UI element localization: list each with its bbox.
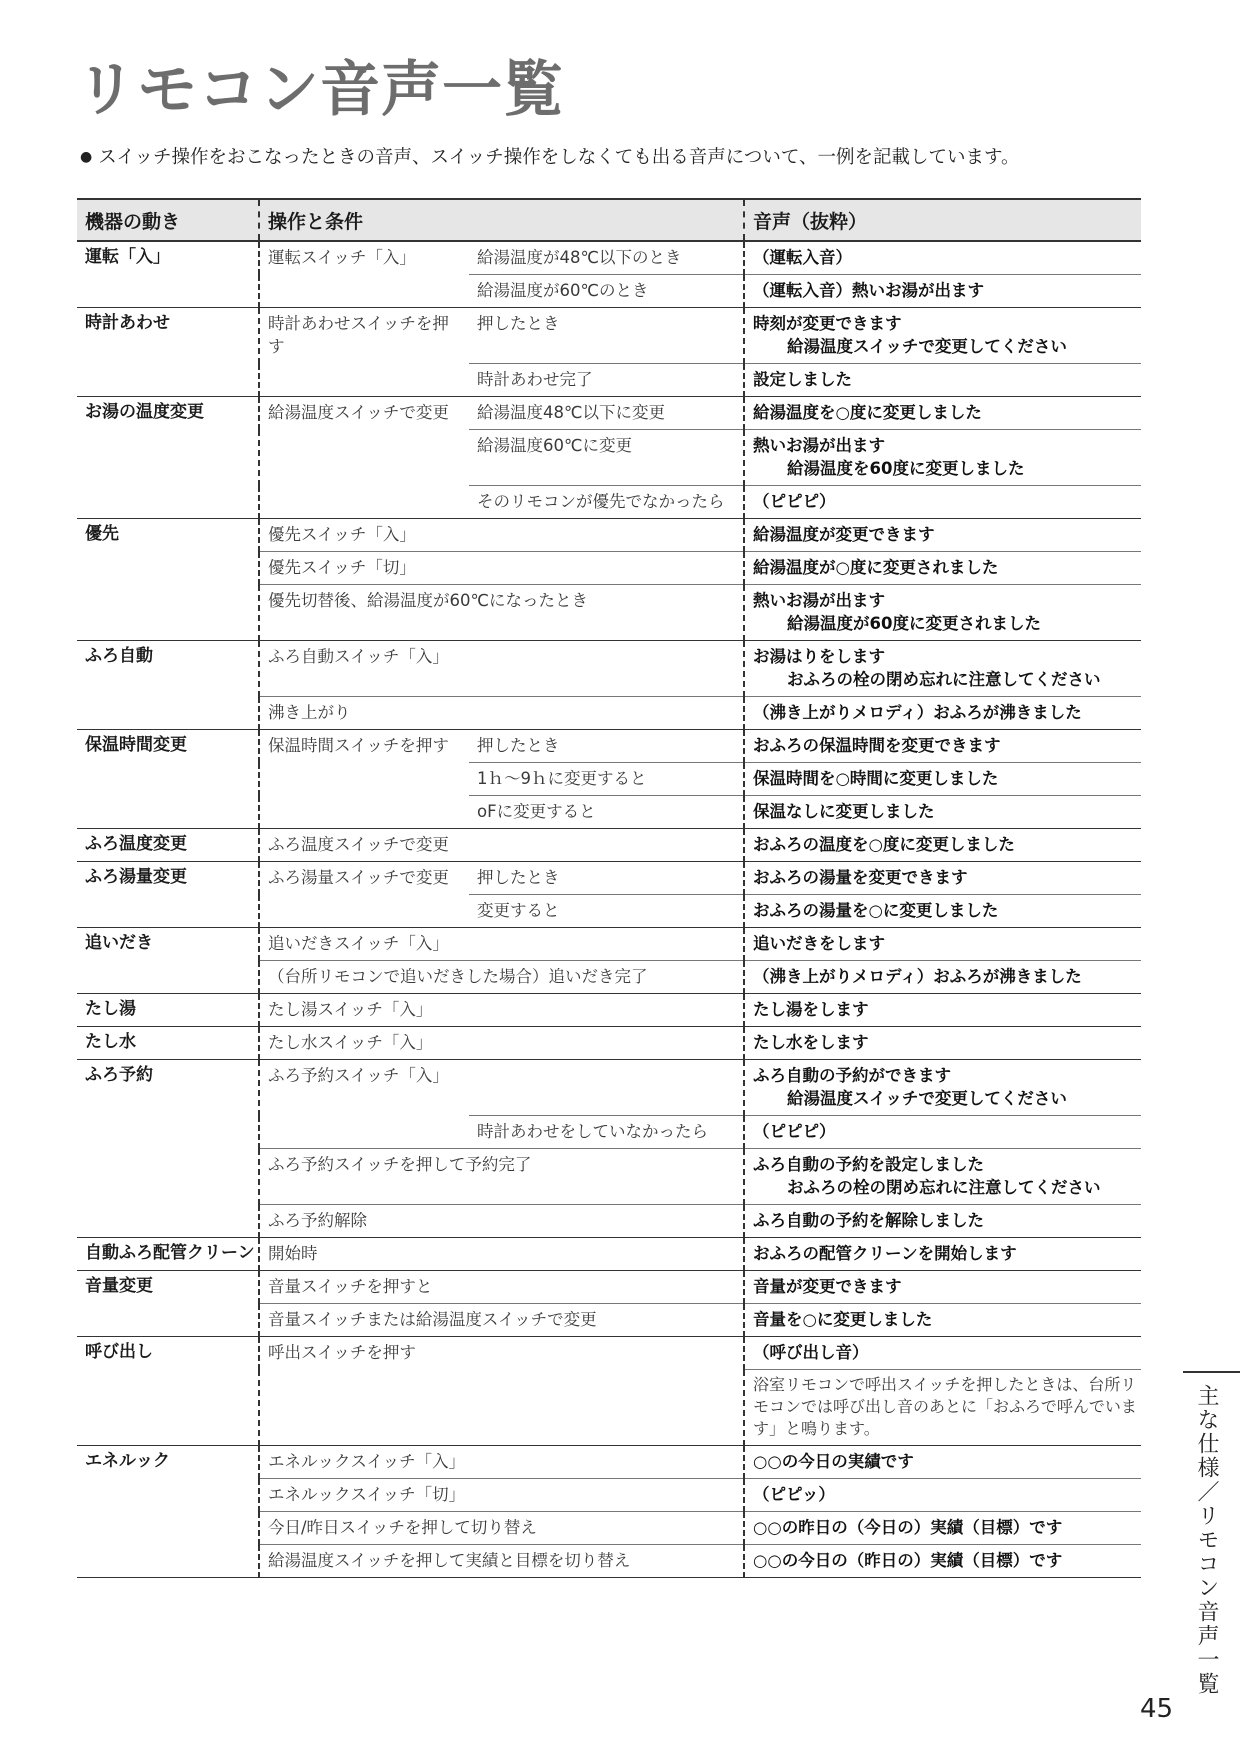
voice-line: 追いだきをします [753, 934, 886, 953]
voice-line: 給湯温度が○度に変更されました [753, 558, 999, 577]
device-cell: ふろ湯量変更 [77, 862, 259, 928]
voice-cell [744, 397, 1141, 430]
table-row [77, 1271, 1141, 1304]
voice-line: ○○の今日の（昨日の）実績（目標）です [753, 1551, 1063, 1570]
table-row [77, 519, 1141, 552]
voice-line: 熱いお湯が出ます [753, 591, 886, 610]
condition-cell: 給湯温度60℃に変更 [469, 430, 744, 486]
operation-cell: 開始時 [259, 1238, 744, 1271]
voice-list-table [77, 198, 1141, 1578]
voice-line: たし水をします [753, 1033, 869, 1052]
voice-line: 給湯温度が変更できます [753, 525, 935, 544]
table-header-row [77, 199, 1141, 241]
voice-line-2: 給湯温度スイッチで変更してください [787, 1089, 1067, 1108]
operation-cell: エネルックスイッチ「入」 [259, 1446, 744, 1479]
voice-line: ふろ自動の予約を解除しました [753, 1211, 985, 1230]
condition-cell: 時計あわせをしていなかったら [469, 1116, 744, 1149]
device-cell: 時計あわせ [77, 308, 259, 397]
voice-line: おふろの温度を○度に変更しました [753, 835, 1015, 854]
table-row [77, 397, 1141, 430]
voice-line: お湯はりをします [753, 647, 886, 666]
bullet-icon: ● [80, 149, 93, 165]
voice-cell [744, 1271, 1141, 1304]
voice-cell [744, 1304, 1141, 1337]
voice-cell [744, 1512, 1141, 1545]
device-cell: 呼び出し [77, 1337, 259, 1446]
voice-line: （ピピッ） [753, 1485, 835, 1504]
operation-cell: 優先スイッチ「切」 [259, 552, 744, 585]
operation-cell: 音量スイッチを押すと [259, 1271, 744, 1304]
header-device: 機器の動き [77, 199, 259, 241]
voice-line: ○○の今日の実績です [753, 1452, 914, 1471]
voice-cell [744, 1337, 1141, 1370]
condition-cell: 押したとき [469, 862, 744, 895]
operation-cell: たし水スイッチ「入」 [259, 1027, 744, 1060]
voice-line: 音量が変更できます [753, 1277, 902, 1296]
condition-cell: 給湯温度が48℃以下のとき [469, 241, 744, 275]
header-operation: 操作と条件 [259, 199, 744, 241]
operation-cell: たし湯スイッチ「入」 [259, 994, 744, 1027]
voice-cell [744, 1446, 1141, 1479]
operation-cell: 今日/昨日スイッチを押して切り替え [259, 1512, 744, 1545]
voice-cell [744, 961, 1141, 994]
operation-cell: ふろ予約スイッチを押して予約完了 [259, 1149, 744, 1205]
operation-cell: 時計あわせスイッチを押す [259, 308, 469, 397]
device-cell: ふろ予約 [77, 1060, 259, 1238]
table-row [77, 730, 1141, 763]
voice-cell [744, 430, 1141, 486]
voice-cell [744, 697, 1141, 730]
table-row [77, 641, 1141, 697]
table-row [77, 1027, 1141, 1060]
operation-cell: ふろ予約解除 [259, 1205, 744, 1238]
operation-cell: ふろ予約スイッチ「入」 [259, 1060, 469, 1149]
voice-line: おふろの湯量を○に変更しました [753, 901, 999, 920]
page-title: リモコン音声一覧 [76, 55, 564, 125]
voice-line: （呼び出し音） [753, 1343, 869, 1362]
voice-line: 保温時間を○時間に変更しました [753, 769, 999, 788]
device-cell: 音量変更 [77, 1271, 259, 1337]
operation-cell: 追いだきスイッチ「入」 [259, 928, 744, 961]
voice-cell [744, 1149, 1141, 1205]
voice-cell [744, 1116, 1141, 1149]
table-row [77, 1337, 1141, 1370]
voice-cell [744, 1545, 1141, 1578]
voice-line-2: おふろの栓の閉め忘れに注意してください [787, 1178, 1101, 1197]
voice-note-cell: 浴室リモコンで呼出スイッチを押したときは、台所リモコンでは呼び出し音のあとに「おふろで呼んでいます」と鳴ります。 [744, 1370, 1141, 1446]
condition-cell: 時計あわせ完了 [469, 364, 744, 397]
voice-cell [744, 829, 1141, 862]
header-voice: 音声（抜粋） [744, 199, 1141, 241]
table-row [77, 1060, 1141, 1116]
condition-cell: 給湯温度48℃以下に変更 [469, 397, 744, 430]
operation-cell: （台所リモコンで追いだきした場合）追いだき完了 [259, 961, 744, 994]
condition-cell: 給湯温度が60℃のとき [469, 275, 744, 308]
operation-cell: 保温時間スイッチを押す [259, 730, 469, 829]
voice-cell [744, 730, 1141, 763]
voice-line: （ピピピ） [753, 1122, 836, 1141]
condition-cell [469, 1060, 744, 1116]
operation-cell: エネルックスイッチ「切」 [259, 1479, 744, 1512]
voice-line: おふろの湯量を変更できます [753, 868, 968, 887]
voice-line: おふろの保温時間を変更できます [753, 736, 1001, 755]
voice-line: （ピピピ） [753, 492, 836, 511]
side-tab-label: 主な仕様／リモコン音声一覧 [1194, 1384, 1219, 1696]
voice-line: （運転入音） [753, 248, 853, 267]
device-cell: ふろ温度変更 [77, 829, 259, 862]
voice-line: （沸き上がりメロディ）おふろが沸きました [753, 967, 1082, 986]
table-row [77, 928, 1141, 961]
operation-cell: 呼出スイッチを押す [259, 1337, 744, 1446]
intro-sentence: スイッチ操作をおこなったときの音声、スイッチ操作をしなくても出る音声について、一例を記載しています。 [98, 147, 1020, 168]
operation-cell: ふろ自動スイッチ「入」 [259, 641, 744, 697]
voice-cell [744, 364, 1141, 397]
page-number: 45 [1140, 1694, 1174, 1724]
device-cell: たし湯 [77, 994, 259, 1027]
voice-line: おふろの配管クリーンを開始します [753, 1244, 1017, 1263]
condition-cell: oFに変更すると [469, 796, 744, 829]
operation-cell: 運転スイッチ「入」 [259, 241, 469, 308]
voice-cell [744, 552, 1141, 585]
voice-line-2: 給湯温度を60度に変更しました [787, 459, 1025, 478]
device-cell: 自動ふろ配管クリーン [77, 1238, 259, 1271]
device-cell: 優先 [77, 519, 259, 641]
voice-line: 設定しました [753, 370, 853, 389]
condition-cell: 押したとき [469, 308, 744, 364]
voice-cell [744, 519, 1141, 552]
condition-cell: そのリモコンが優先でなかったら [469, 486, 744, 519]
voice-cell [744, 862, 1141, 895]
operation-cell: 優先スイッチ「入」 [259, 519, 744, 552]
voice-cell [744, 1205, 1141, 1238]
voice-cell [744, 1027, 1141, 1060]
voice-line: 音量を○に変更しました [753, 1310, 933, 1329]
table-row [77, 994, 1141, 1027]
side-tab-rule [1183, 1371, 1240, 1373]
voice-line: ○○の昨日の（今日の）実績（目標）です [753, 1518, 1063, 1537]
voice-cell [744, 895, 1141, 928]
device-cell: お湯の温度変更 [77, 397, 259, 519]
device-cell: エネルック [77, 1446, 259, 1578]
voice-line-2: 給湯温度が60度に変更されました [787, 614, 1041, 633]
voice-line-2: おふろの栓の閉め忘れに注意してください [787, 670, 1101, 689]
voice-line: （運転入音）熱いお湯が出ます [753, 281, 985, 300]
operation-cell: 優先切替後、給湯温度が60℃になったとき [259, 585, 744, 641]
table-row [77, 1238, 1141, 1271]
condition-cell: 1ｈ～9ｈに変更すると [469, 763, 744, 796]
voice-line: ふろ自動の予約を設定しました [753, 1155, 985, 1174]
voice-cell [744, 308, 1141, 364]
voice-cell [744, 585, 1141, 641]
condition-cell: 押したとき [469, 730, 744, 763]
voice-line: ふろ自動の予約ができます [753, 1066, 952, 1085]
voice-cell [744, 486, 1141, 519]
voice-cell [744, 275, 1141, 308]
voice-cell [744, 796, 1141, 829]
operation-cell: 音量スイッチまたは給湯温度スイッチで変更 [259, 1304, 744, 1337]
device-cell: 運転「入」 [77, 241, 259, 308]
voice-line: たし湯をします [753, 1000, 869, 1019]
voice-cell [744, 1479, 1141, 1512]
voice-line-2: 給湯温度スイッチで変更してください [787, 337, 1067, 356]
table-row [77, 829, 1141, 862]
voice-cell [744, 928, 1141, 961]
operation-cell: 給湯温度スイッチを押して実績と目標を切り替え [259, 1545, 744, 1578]
condition-cell: 変更すると [469, 895, 744, 928]
voice-line: 給湯温度を○度に変更しました [753, 403, 982, 422]
table-row [77, 1446, 1141, 1479]
device-cell: 追いだき [77, 928, 259, 994]
table-row [77, 241, 1141, 275]
voice-line: 熱いお湯が出ます [753, 436, 886, 455]
operation-cell: 給湯温度スイッチで変更 [259, 397, 469, 519]
voice-cell [744, 1238, 1141, 1271]
device-cell: ふろ自動 [77, 641, 259, 730]
operation-cell: ふろ湯量スイッチで変更 [259, 862, 469, 928]
voice-cell [744, 241, 1141, 275]
voice-line: 保温なしに変更しました [753, 802, 935, 821]
operation-cell: ふろ温度スイッチで変更 [259, 829, 744, 862]
table-row [77, 862, 1141, 895]
voice-cell [744, 1060, 1141, 1116]
intro-text [80, 143, 1020, 169]
table-row [77, 308, 1141, 364]
device-cell: 保温時間変更 [77, 730, 259, 829]
voice-cell [744, 763, 1141, 796]
device-cell: たし水 [77, 1027, 259, 1060]
voice-line: （沸き上がりメロディ）おふろが沸きました [753, 703, 1082, 722]
voice-line: 時刻が変更できます [753, 314, 902, 333]
voice-cell [744, 994, 1141, 1027]
operation-cell: 沸き上がり [259, 697, 744, 730]
voice-cell [744, 641, 1141, 697]
